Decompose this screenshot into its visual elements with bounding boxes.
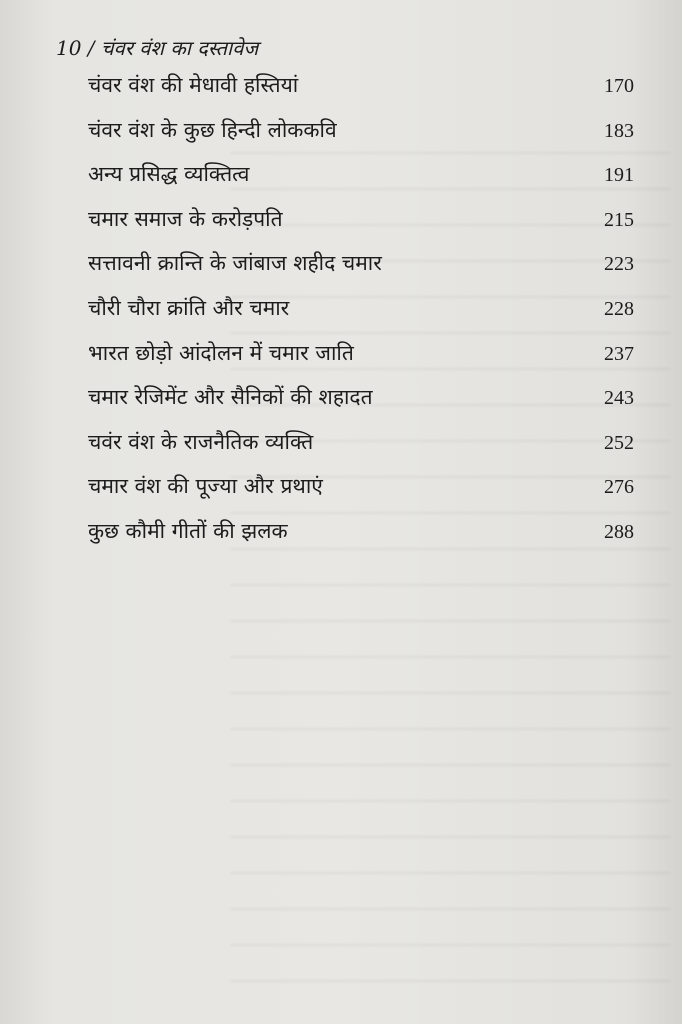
toc-entry-page: 228 bbox=[604, 297, 634, 320]
toc-entry-page: 170 bbox=[604, 75, 634, 97]
running-head: 10 / चंवर वंश का दस्तावेज bbox=[56, 36, 259, 60]
toc-entry-page: 237 bbox=[604, 342, 634, 365]
toc-entry bbox=[88, 514, 634, 559]
toc-entry-title: चंवर वंश की मेधावी हस्तियां bbox=[88, 73, 299, 97]
toc-entry-title: कुछ कौमी गीतों की झलक bbox=[88, 518, 288, 543]
toc-entry bbox=[88, 380, 634, 425]
toc-entry-page: 252 bbox=[604, 431, 634, 454]
toc-entry-title: चंवर वंश के कुछ हिन्दी लोककवि bbox=[88, 117, 337, 142]
toc-entry bbox=[88, 202, 634, 247]
toc-entry-page: 276 bbox=[604, 476, 634, 499]
toc-entry-page: 288 bbox=[604, 520, 634, 543]
table-of-contents bbox=[88, 68, 634, 559]
toc-entry-page: 243 bbox=[604, 387, 634, 410]
toc-entry-title: चमार समाज के करोड़पति bbox=[88, 206, 283, 231]
toc-entry-title: सत्तावनी क्रान्ति के जांबाज शहीद चमार bbox=[88, 251, 382, 276]
toc-entry-title: अन्य प्रसिद्ध व्यक्तित्व bbox=[88, 162, 250, 187]
toc-entry-title: भारत छोड़ो आंदोलन में चमार जाति bbox=[88, 340, 354, 365]
toc-entry bbox=[88, 469, 634, 514]
toc-entry bbox=[88, 425, 634, 470]
toc-entry-title: चवंर वंश के राजनैतिक व्यक्ति bbox=[88, 429, 314, 454]
toc-entry bbox=[88, 291, 634, 336]
toc-entry-page: 223 bbox=[604, 253, 634, 276]
toc-entry bbox=[88, 157, 634, 202]
toc-entry bbox=[88, 246, 634, 291]
toc-entry-page: 191 bbox=[604, 164, 634, 187]
toc-entry-title: चमार रेजिमेंट और सैनिकों की शहादत bbox=[88, 385, 373, 410]
toc-entry-page: 215 bbox=[604, 208, 634, 231]
toc-entry-title: चौरी चौरा क्रांति और चमार bbox=[88, 295, 290, 320]
toc-entry-title: चमार वंश की पूज्या और प्रथाएं bbox=[88, 474, 323, 499]
toc-entry bbox=[88, 68, 634, 113]
toc-entry bbox=[88, 113, 634, 158]
toc-entry-page: 183 bbox=[604, 119, 634, 142]
toc-entry bbox=[88, 336, 634, 381]
